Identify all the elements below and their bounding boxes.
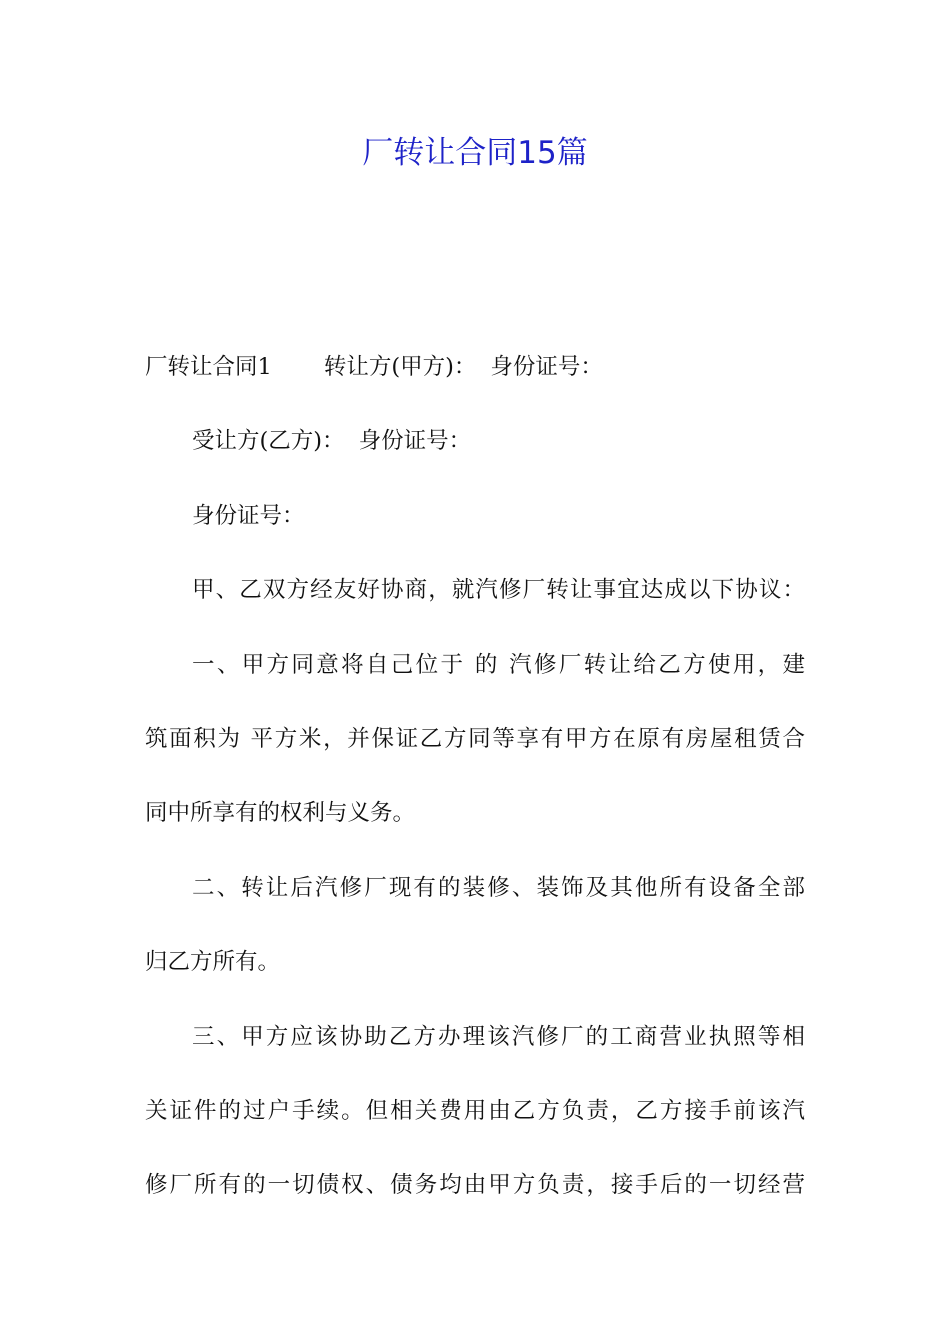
clause-1-line-1: 一、甲方同意将自己位于 的 汽修厂转让给乙方使用，建 (192, 651, 805, 678)
intro-paragraph: 甲、乙双方经友好协商，就汽修厂转让事宜达成以下协议： (192, 577, 805, 604)
contract-heading: 厂转让合同1 (145, 354, 272, 380)
clause-1-line-3: 同中所享有的权利与义务。 (145, 800, 416, 827)
party-a-label: 转让方(甲方)： (323, 354, 477, 380)
document-body (145, 330, 805, 1223)
document-title: 厂转让合同15篇 (362, 135, 588, 171)
clause-3-line-1: 三、甲方应该协助乙方办理该汽修厂的工商营业执照等相 (192, 1023, 805, 1050)
id-line: 身份证号： (192, 502, 305, 529)
party-a-id-label: 身份证号： (490, 354, 603, 380)
clause-3-line-2: 关证件的过户手续。但相关费用由乙方负责，乙方接手前该汽 (145, 1098, 805, 1125)
party-b-line (145, 404, 805, 478)
header-line (145, 330, 805, 404)
clause-3-line-3: 修厂所有的一切债权、债务均由甲方负责，接手后的一切经营 (145, 1172, 805, 1199)
party-b-id-label: 身份证号： (358, 428, 472, 455)
clause-1-line-2: 筑面积为 平方米，并保证乙方同等享有甲方在原有房屋租赁合 (145, 726, 805, 753)
clause-2-line-1: 二、转让后汽修厂现有的装修、装饰及其他所有设备全部 (192, 874, 805, 901)
clause-2-line-2: 归乙方所有。 (145, 949, 281, 976)
party-b-label: 受让方(乙方)： (192, 428, 345, 455)
